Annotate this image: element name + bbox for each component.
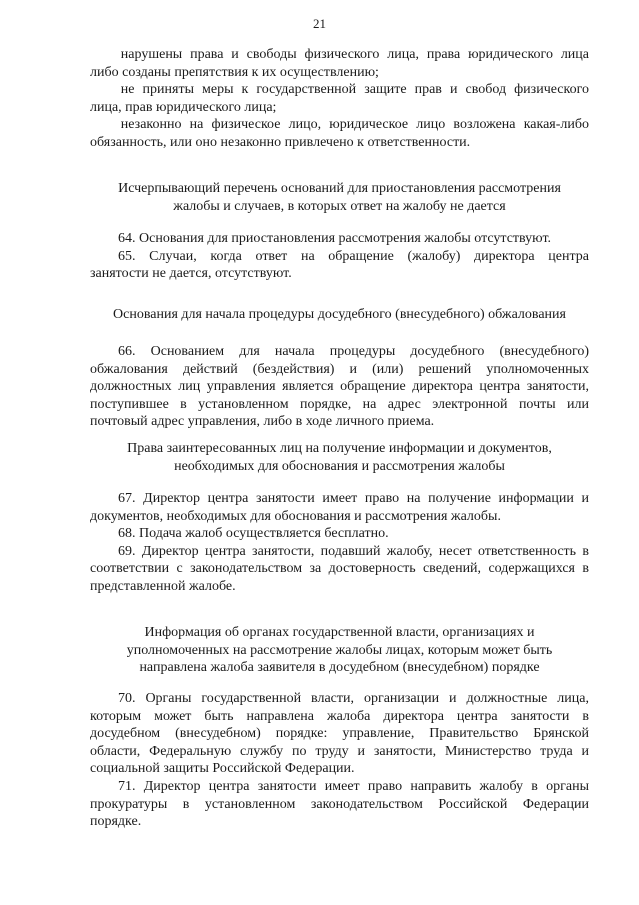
- section-heading-rights: [90, 440, 589, 475]
- text-line: прокуратуры в установленном законодательством Российской Федерации: [90, 796, 589, 812]
- text-line: либо созданы препятствия к их осуществлению;: [90, 64, 379, 80]
- heading-line: необходимых для обоснования и рассмотрения жалобы: [174, 458, 505, 474]
- section-heading-pretrial: [90, 306, 589, 324]
- heading-line: направлена жалоба заявителя в досудебном (внесудебном) порядке: [139, 660, 540, 676]
- text-line: 65. Случаи, когда ответ на обращение (жалобу) директора центра: [118, 248, 589, 264]
- text-line: незаконно на физическое лицо, юридическое лицо возложена какая-либо: [120, 117, 589, 133]
- text-line: представленной жалобе.: [90, 578, 236, 594]
- text-line: лица, прав юридического лица;: [90, 99, 277, 115]
- page-number: 21: [313, 16, 326, 31]
- text-line: 68. Подача жалоб осуществляется бесплатно.: [118, 526, 389, 542]
- section-heading-suspension: [90, 180, 589, 215]
- text-line: которым может быть направлена жалоба директора центра занятости в: [90, 708, 589, 724]
- text-line: занятости не дается, отсутствуют.: [90, 266, 292, 282]
- text-line: 70. Органы государственной власти, организации и должностные лица,: [118, 691, 589, 706]
- text-line: должностных лиц управления является обращение директора центра занятости,: [90, 379, 589, 395]
- heading-line: Основания для начала процедуры досудебного (внесудебного) обжалования: [113, 307, 566, 322]
- text-line: 69. Директор центра занятости, подавший жалобу, несет ответственность в: [118, 543, 589, 559]
- paragraph-70-71: [90, 690, 589, 831]
- text-line: поступившее в установленном порядке, на адрес электронной почты или: [90, 396, 589, 412]
- text-line: документов, необходимых для обоснования и рассмотрения жалобы.: [90, 508, 501, 524]
- heading-line: уполномоченных на рассмотрение жалобы лицах, которым может быть: [126, 642, 553, 658]
- text-line: обязанность, или оно незаконно привлечено к ответственности.: [90, 134, 471, 150]
- heading-line: Информация об органах государственной власти, организациях и: [144, 625, 535, 640]
- paragraph-66: [90, 343, 589, 431]
- text-line: 67. Директор центра занятости имеет право на получение информации и: [118, 491, 589, 506]
- text-line: 64. Основания для приостановления рассмотрения жалобы отсутствуют.: [118, 231, 552, 246]
- text-line: обжалования действий (бездействия) и (или) решений уполномоченных: [90, 361, 589, 377]
- heading-line: жалобы и случаев, в которых ответ на жалобу не дается: [173, 198, 506, 214]
- text-line: нарушены права и свободы физического лица, права юридического лица: [120, 47, 589, 62]
- text-line: соответствии с законодательством за достоверность сведений, содержащихся в: [90, 561, 589, 577]
- heading-line: Права заинтересованных лиц на получение информации и документов,: [127, 441, 552, 456]
- section-heading-authorities: [90, 624, 589, 677]
- text-line: порядке.: [90, 814, 142, 830]
- paragraph-67-69: [90, 490, 589, 596]
- text-line: досудебном (внесудебном) порядке: управление, Правительство Брянской: [90, 726, 589, 742]
- text-line: социальной защиты Российской Федерации.: [90, 761, 355, 777]
- text-line: 71. Директор центра занятости имеет право направить жалобу в органы: [118, 778, 589, 794]
- text-line: почтовый адрес управления, либо в ходе личного приема.: [90, 414, 435, 430]
- text-line: не приняты меры к государственной защите прав и свобод физического: [120, 82, 589, 98]
- paragraph-64-65: [90, 230, 589, 283]
- paragraph-violations: [90, 46, 589, 152]
- text-line: 66. Основанием для начала процедуры досудебного (внесудебного): [118, 344, 589, 359]
- heading-line: Исчерпывающий перечень оснований для приостановления рассмотрения: [118, 181, 561, 196]
- text-line: области, Федеральную службу по труду и занятости, Министерство труда и: [90, 743, 589, 759]
